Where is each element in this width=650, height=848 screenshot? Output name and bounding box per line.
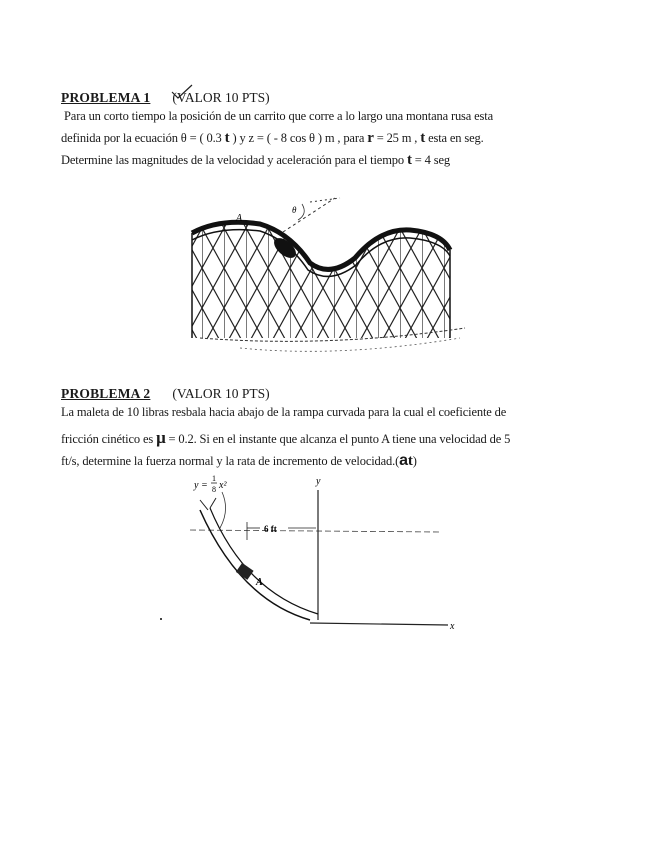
curve-equation-num: 1 [212, 474, 216, 483]
y-axis-label: y [316, 476, 321, 487]
point-a-label-2: A [256, 577, 263, 588]
point-a-label: A [236, 213, 243, 224]
problem-1-heading [61, 90, 270, 106]
curve-equation-den: 8 [212, 485, 216, 494]
x-axis-label: x [450, 621, 455, 630]
curve-equation-lhs: y = [194, 480, 208, 491]
problem-1-line-2: definida por la ecuación θ = ( 0.3 t ) y z = ( - 8 cos θ ) m , para r = 25 m , t esta en seg. [61, 130, 484, 146]
x-axis [310, 623, 448, 625]
problem-2-heading [61, 386, 270, 402]
suitcase-icon [236, 563, 254, 580]
roller-coaster-figure [180, 188, 480, 363]
problem-1-points: (VALOR 10 PTS) [172, 90, 270, 105]
problem-1-line-1: Para un corto tiempo la posición de un carrito que corre a lo largo una montana rusa esta [64, 109, 493, 123]
problem-1-title: PROBLEMA 1 [61, 90, 151, 105]
scan-speck [160, 618, 162, 620]
checkmark-icon [170, 84, 194, 100]
problem-2-points: (VALOR 10 PTS) [172, 386, 270, 401]
problem-2-line-1: La maleta de 10 libras resbala hacia abajo de la rampa curvada para la cual el coeficiente de [61, 405, 507, 419]
theta-label: θ [292, 205, 297, 215]
problem-2-line-3: ft/s, determine la fuerza normal y la rata de incremento de velocidad.(at) [61, 452, 417, 469]
problem-2-title: PROBLEMA 2 [61, 386, 151, 401]
problem-2-line-2: fricción cinético es μ = 0.2. Si en el instante que alcanza el punto A tiene una velocidad de 5 [61, 428, 511, 447]
curve-equation-rhs: x² [219, 480, 227, 491]
ramp-figure [160, 470, 470, 630]
problem-1-line-3: Determine las magnitudes de la velocidad y aceleración para el tiempo t = 4 seg [61, 152, 450, 168]
dimension-label: 6 ft [264, 524, 277, 534]
